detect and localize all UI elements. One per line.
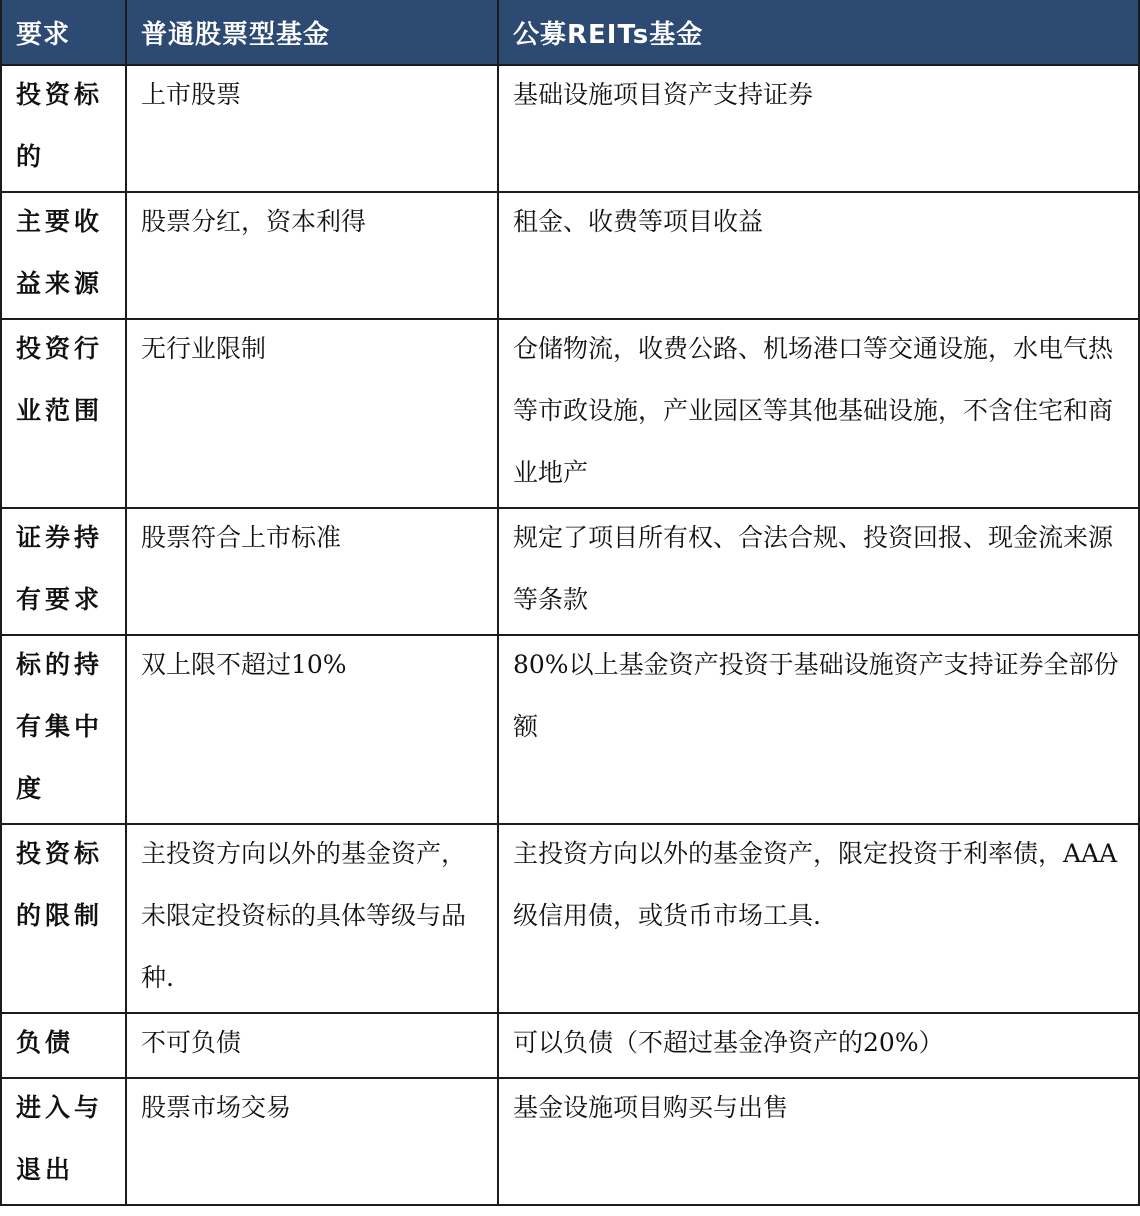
stock-fund-cell: 股票分红，资本利得 — [126, 192, 498, 319]
stock-fund-cell: 上市股票 — [126, 65, 498, 192]
table-row — [1, 192, 1139, 319]
reits-fund-cell: 可以负债（不超过基金净资产的20%） — [498, 1013, 1139, 1078]
table-header-row — [1, 0, 1139, 65]
stock-fund-cell: 股票符合上市标准 — [126, 508, 498, 635]
row-label: 进入与退出 — [1, 1078, 126, 1205]
row-label: 投资行业范围 — [1, 319, 126, 508]
reits-fund-cell: 仓储物流，收费公路、机场港口等交通设施，水电气热等市政设施，产业园区等其他基础设施，不含住宅和商业地产 — [498, 319, 1139, 508]
reits-fund-cell: 基础设施项目资产支持证券 — [498, 65, 1139, 192]
table-row — [1, 1013, 1139, 1078]
stock-fund-cell: 股票市场交易 — [126, 1078, 498, 1205]
header-requirement: 要求 — [1, 0, 126, 65]
header-reits-fund: 公募REITs基金 — [498, 0, 1139, 65]
row-label: 投资标的 — [1, 65, 126, 192]
reits-fund-cell: 规定了项目所有权、合法合规、投资回报、现金流来源等条款 — [498, 508, 1139, 635]
table-row — [1, 65, 1139, 192]
table-row — [1, 824, 1139, 1013]
stock-fund-cell: 主投资方向以外的基金资产，未限定投资标的具体等级与品种. — [126, 824, 498, 1013]
table-row — [1, 635, 1139, 824]
table-row — [1, 1078, 1139, 1205]
table-row — [1, 508, 1139, 635]
reits-fund-cell: 租金、收费等项目收益 — [498, 192, 1139, 319]
row-label: 证券持有要求 — [1, 508, 126, 635]
row-label: 投资标的限制 — [1, 824, 126, 1013]
header-stock-fund: 普通股票型基金 — [126, 0, 498, 65]
row-label: 主要收益来源 — [1, 192, 126, 319]
row-label: 标的持有集中度 — [1, 635, 126, 824]
row-label: 负债 — [1, 1013, 126, 1078]
reits-fund-cell: 基金设施项目购买与出售 — [498, 1078, 1139, 1205]
reits-fund-cell: 80%以上基金资产投资于基础设施资产支持证券全部份额 — [498, 635, 1139, 824]
stock-fund-cell: 不可负债 — [126, 1013, 498, 1078]
reits-fund-cell: 主投资方向以外的基金资产，限定投资于利率债，AAA级信用债，或货币市场工具. — [498, 824, 1139, 1013]
table-row — [1, 319, 1139, 508]
stock-fund-cell: 双上限不超过10% — [126, 635, 498, 824]
stock-fund-cell: 无行业限制 — [126, 319, 498, 508]
